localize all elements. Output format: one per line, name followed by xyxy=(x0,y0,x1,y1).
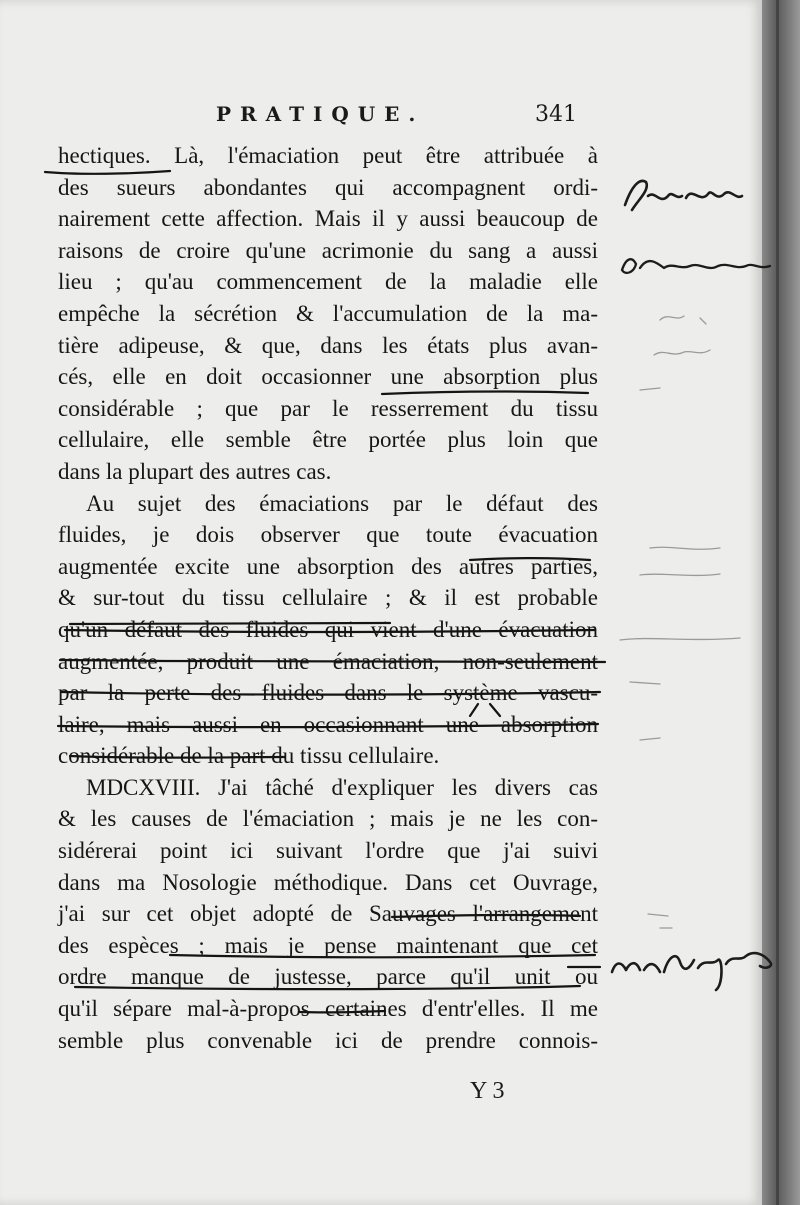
faint-pencil-marks xyxy=(620,316,740,740)
underline-mark xyxy=(65,630,595,632)
text-line: MDCXVIII. J'ai tâché d'expliquer les divers cas xyxy=(86,774,598,800)
margin-note-acrimonie xyxy=(622,259,770,273)
text-line: j'ai sur cet objet adopté de Sauvages l'arrangement xyxy=(58,901,598,927)
running-head: PRATIQUE. xyxy=(216,102,425,126)
cross-mark xyxy=(470,704,500,716)
text-line: lieu ; qu'au commencement de la maladie elle xyxy=(58,269,598,295)
underline-mark xyxy=(382,391,588,394)
text-line: raisons de croire qu'une acrimonie du sang a aussi xyxy=(58,237,598,263)
text-line: dans ma Nosologie méthodique. Dans cet Ouvrage, xyxy=(58,869,598,895)
text-line: par la perte des fluides dans le système vascu- xyxy=(58,680,598,706)
text-line: semble plus convenable ici de prendre connois- xyxy=(58,1027,598,1053)
text-line: sidérerai point ici suivant l'ordre que j'ai suivi xyxy=(58,838,598,864)
faint-pencil-marks xyxy=(648,914,672,928)
text-line: cés, elle en doit occasionner une absorption plus xyxy=(58,364,598,390)
text-line: & sur-tout du tissu cellulaire ; & il est probable xyxy=(58,585,598,611)
text-line: qu'un défaut des fluides qui vient d'une évacuation xyxy=(58,616,598,642)
text-line: tière adipeuse, & que, dans les états plus avan- xyxy=(58,332,598,358)
margin-note-sueurs xyxy=(625,181,742,210)
underline-mark xyxy=(470,558,590,560)
underline-mark xyxy=(70,623,390,624)
text-line: considérable ; que par le resserrement du tissu xyxy=(58,395,598,421)
text-line: & les causes de l'émaciation ; mais je ne les con- xyxy=(58,806,598,832)
text-line: Au sujet des émaciations par le défaut des xyxy=(86,490,598,516)
underline-mark xyxy=(392,915,580,917)
text-line: laire, mais aussi en occasionnant une absorption xyxy=(58,711,598,737)
underline-mark xyxy=(45,171,170,174)
text-line: cellulaire, elle semble être portée plus loin que xyxy=(58,427,598,453)
text-line: fluides, je dois observer que toute évacuation xyxy=(58,522,598,548)
text-line: nairement cette affection. Mais il y aussi beaucoup de xyxy=(58,206,598,232)
text-line: augmentée, produit une émaciation, non-seulement xyxy=(58,648,598,674)
margin-note-nosologie xyxy=(612,953,771,990)
signature-mark: Y 3 xyxy=(470,1078,505,1104)
underline-mark xyxy=(300,1011,385,1012)
underline-mark xyxy=(58,724,598,727)
text-line: des espèces ; mais je pense maintenant que cet xyxy=(58,932,598,958)
underline-mark xyxy=(75,986,580,989)
page-number: 341 xyxy=(535,102,577,127)
text-line: augmentée excite une absorption des autres parties, xyxy=(58,553,598,579)
text-line: empêche la sécrétion & l'accumulation de la ma- xyxy=(58,300,598,326)
text-line: hectiques. Là, l'émaciation peut être attribuée à xyxy=(58,143,598,168)
underline-mark xyxy=(62,692,600,695)
text-line: ordre manque de justesse, parce qu'il unit ou xyxy=(58,964,598,990)
text-line: considérable de la part du tissu cellulaire. xyxy=(58,743,440,769)
text-line: dans la plupart des autres cas. xyxy=(58,458,332,484)
underline-mark xyxy=(70,756,285,758)
underline-mark xyxy=(170,955,595,957)
text-line: qu'il sépare mal-à-propos certaines d'entr'elles. Il me xyxy=(58,996,598,1022)
underline-mark xyxy=(60,660,605,662)
text-line: des sueurs abondantes qui accompagnent ordi- xyxy=(58,174,598,200)
